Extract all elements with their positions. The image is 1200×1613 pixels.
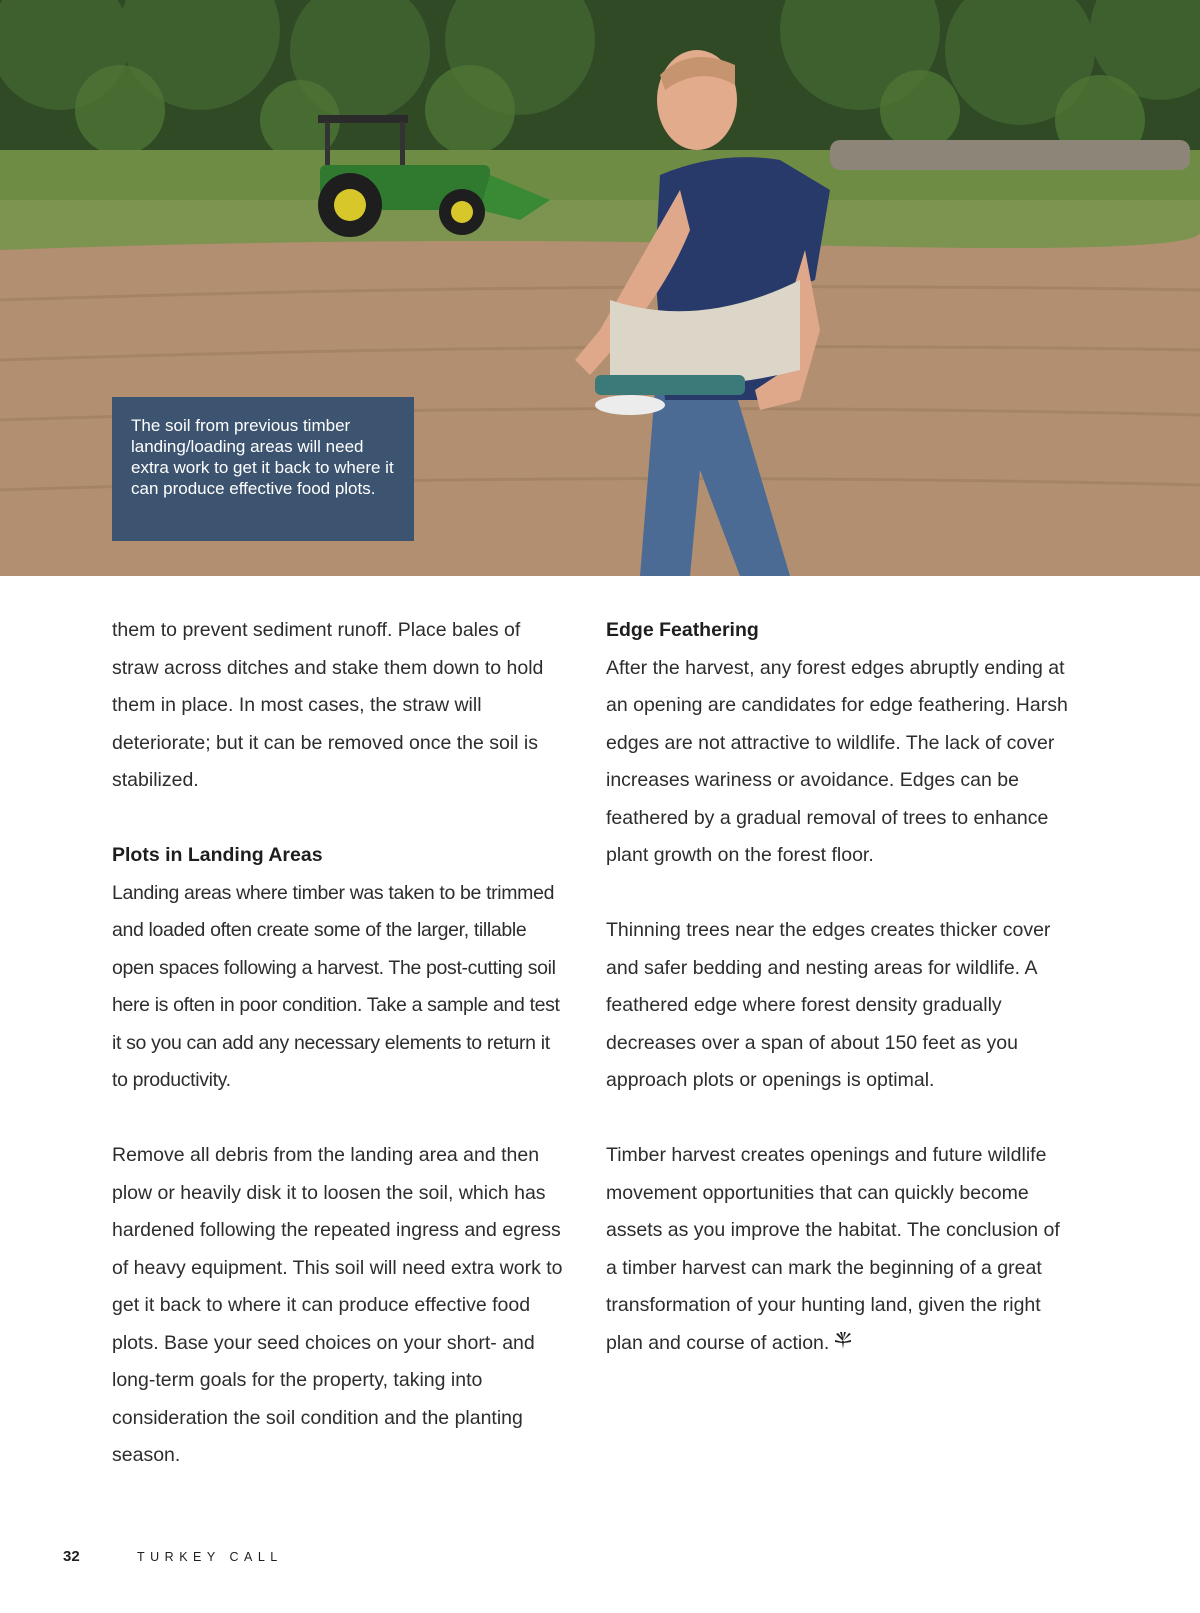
section-heading: Plots in Landing Areas (112, 844, 323, 866)
page-number: 32 (63, 1548, 80, 1565)
body-paragraph: them to prevent sediment runoff. Place bales of straw across ditches and stake them down to hold them in place. In most cases, the straw will deteriorate; but it can be removed once the soil is stabilized. (112, 619, 544, 791)
body-paragraph-final (606, 1137, 1076, 1362)
body-paragraph: Landing areas where timber was taken to be trimmed and loaded often create some of the larger, tillable open spaces following a harvest. The post-cutting soil here is often in poor condition. Take a sample and test it so you can add any necessary elements to return it to productivity. (112, 881, 560, 1091)
publication-name: TURKEY CALL (137, 1550, 283, 1564)
body-paragraph: Remove all debris from the landing area and then plow or heavily disk it to loosen the soil, which has hardened following the repeated ingress and egress of heavy equipment. This soil will need extra work to get it back to where it can produce effective food plots. Base your seed choices on your short- and long-term goals for the property, taking into consideration the soil condition and the planting season. (112, 1144, 563, 1466)
hero-photo (0, 0, 1200, 576)
photo-caption: The soil from previous timber landing/loading areas will need extra work to get it back to where it can produce effective food plots. (112, 397, 414, 541)
section-heading: Edge Feathering (606, 619, 759, 641)
body-paragraph: Thinning trees near the edges creates thicker cover and safer bedding and nesting areas for wildlife. A feathered edge where forest density gradually decreases over a span of about 150 feet as you approach plots or openings is optimal. (606, 919, 1051, 1091)
body-paragraph: After the harvest, any forest edges abruptly ending at an opening are candidates for edge feathering. Harsh edges are not attractive to wildlife. The lack of cover increases wariness or avoidance. Edges can be feathered by a gradual removal of trees to enhance plant growth on the forest floor. (606, 656, 1068, 866)
right-column (606, 612, 1076, 1400)
left-column (112, 612, 568, 1512)
body-paragraph-text: Timber harvest creates openings and future wildlife movement opportunities that can quickly become assets as you improve the habitat. The conclusion of a timber harvest can mark the beginning of a great transformation of your hunting land, given the right plan and course of action. (606, 1144, 1060, 1354)
turkey-feather-icon (833, 1331, 853, 1351)
